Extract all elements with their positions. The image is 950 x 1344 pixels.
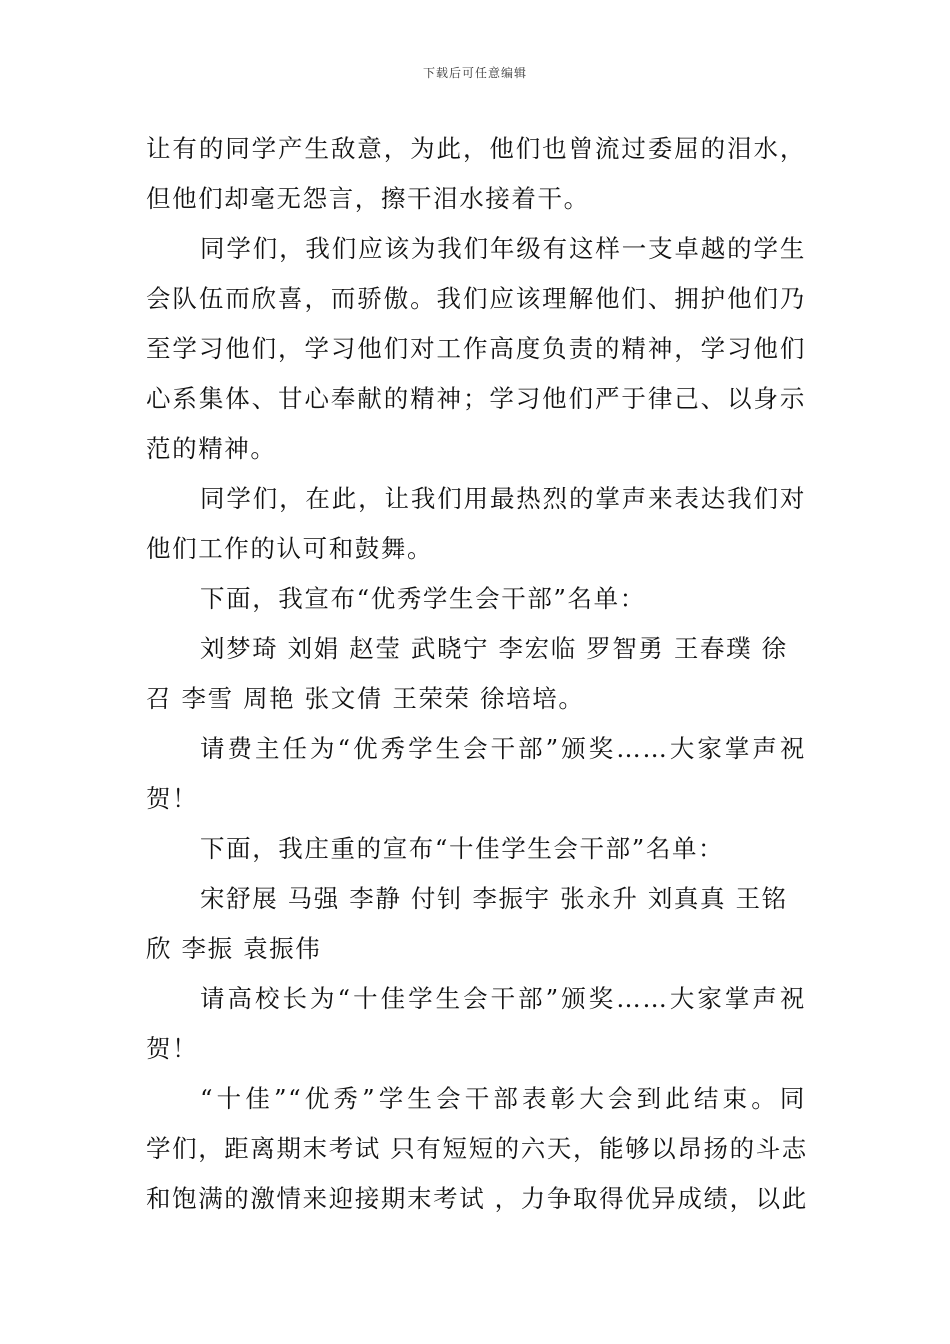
paragraph-line: 范的精神。 — [146, 434, 277, 463]
paragraph-line: 和饱满的激情来迎接期末考试 ，力争取得优异成绩，以此 — [146, 1184, 808, 1213]
paragraph-line: 下面，我庄重的宣布“十佳学生会干部”名单： — [200, 834, 725, 863]
paragraph-line: 会队伍而欣喜，而骄傲。我们应该理解他们、拥护他们乃 — [146, 284, 806, 313]
paragraph-line: 他们工作的认可和鼓舞。 — [146, 534, 434, 563]
paragraph-line: 贺！ — [146, 1034, 199, 1063]
paragraph-line: 请费主任为“优秀学生会干部”颁奖……大家掌声祝 — [200, 734, 806, 763]
paragraph-line: 同学们，在此，让我们用最热烈的掌声来表达我们对 — [200, 484, 806, 513]
paragraph-line: 下面，我宣布“优秀学生会干部”名单： — [200, 584, 646, 613]
paragraph-line: 欣 李振 袁振伟 — [146, 934, 322, 963]
paragraph-line: 让有的同学产生敌意，为此，他们也曾流过委屈的泪水， — [146, 134, 806, 163]
paragraph-line: 召 李雪 周艳 张文倩 王荣荣 徐培培。 — [146, 684, 585, 713]
paragraph-line: 同学们，我们应该为我们年级有这样一支卓越的学生 — [200, 234, 806, 263]
paragraph-line: “十佳”“优秀”学生会干部表彰大会到此结束。同 — [200, 1084, 806, 1113]
paragraph-line: 请高校长为“十佳学生会干部”颁奖……大家掌声祝 — [200, 984, 806, 1013]
paragraph-line: 但他们却毫无怨言，擦干泪水接着干。 — [146, 184, 590, 213]
paragraph-line: 刘梦琦 刘娟 赵莹 武晓宁 李宏临 罗智勇 王春璞 徐 — [200, 634, 788, 663]
paragraph-line: 学们，距离期末考试 只有短短的六天，能够以昂扬的斗志 — [146, 1134, 808, 1163]
paragraph-line: 至学习他们，学习他们对工作高度负责的精神，学习他们 — [146, 334, 806, 363]
page-header: 下载后可任意编辑 — [422, 66, 527, 80]
paragraph-line: 宋舒展 马强 李静 付钊 李振宇 张永升 刘真真 王铭 — [200, 884, 788, 913]
paragraph-line: 贺！ — [146, 784, 199, 813]
paragraph-line: 心系集体、甘心奉献的精神；学习他们严于律己、以身示 — [146, 384, 806, 413]
